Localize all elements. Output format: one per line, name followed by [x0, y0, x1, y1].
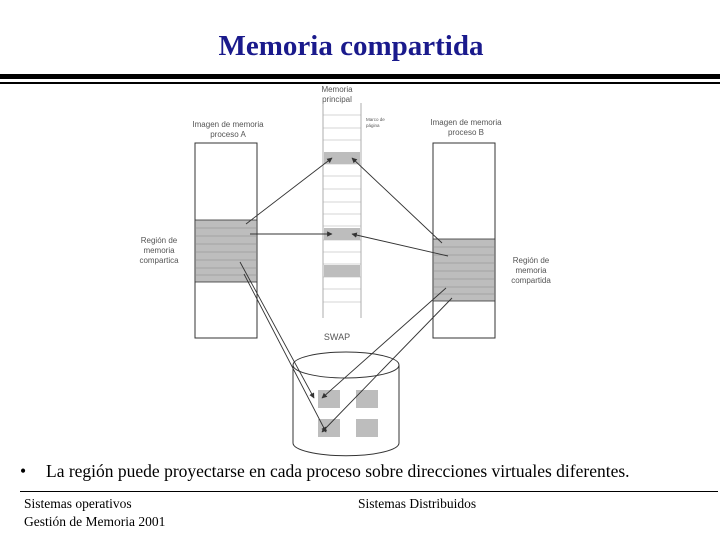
slide-title: Memoria compartida: [218, 30, 484, 62]
main-memory-label: Memoria principal: [321, 85, 353, 104]
bullet-marker: •: [20, 461, 27, 481]
memory-frame-shaded: [324, 265, 360, 277]
swap-block: [356, 390, 378, 408]
memory-frame-shaded: [324, 152, 360, 164]
bullet-text: La región puede proyectarse en cada proceso sobre direcciones virtuales diferentes.: [46, 461, 630, 481]
main-memory-column: [323, 103, 361, 318]
swap-label: SWAP: [323, 332, 351, 342]
region-right-label: Región de memoria compartida: [511, 256, 551, 285]
footer-subject: Gestión de Memoria 2001: [24, 514, 166, 529]
page-frame-label: Marco de página: [366, 117, 385, 128]
process-b-memory-image: [433, 143, 495, 338]
swap-block: [318, 390, 340, 408]
swap-block: [356, 419, 378, 437]
bullet-item: [20, 461, 630, 482]
footer-left: [24, 495, 165, 531]
footer-course: Sistemas operativos: [24, 496, 132, 511]
swap-cylinder: [293, 352, 399, 456]
image-a-label: Imagen de memoria proceso A: [192, 120, 264, 139]
swap-block: [318, 419, 340, 437]
process-a-shared-region: [195, 220, 257, 282]
footer-rule: [20, 491, 718, 492]
footer-center: Sistemas Distribuidos: [358, 496, 477, 511]
process-a-memory-image: [195, 143, 257, 338]
image-b-label: Imagen de memoria proceso B: [430, 118, 502, 137]
region-left-label: Región de memoria compartica: [139, 236, 179, 265]
